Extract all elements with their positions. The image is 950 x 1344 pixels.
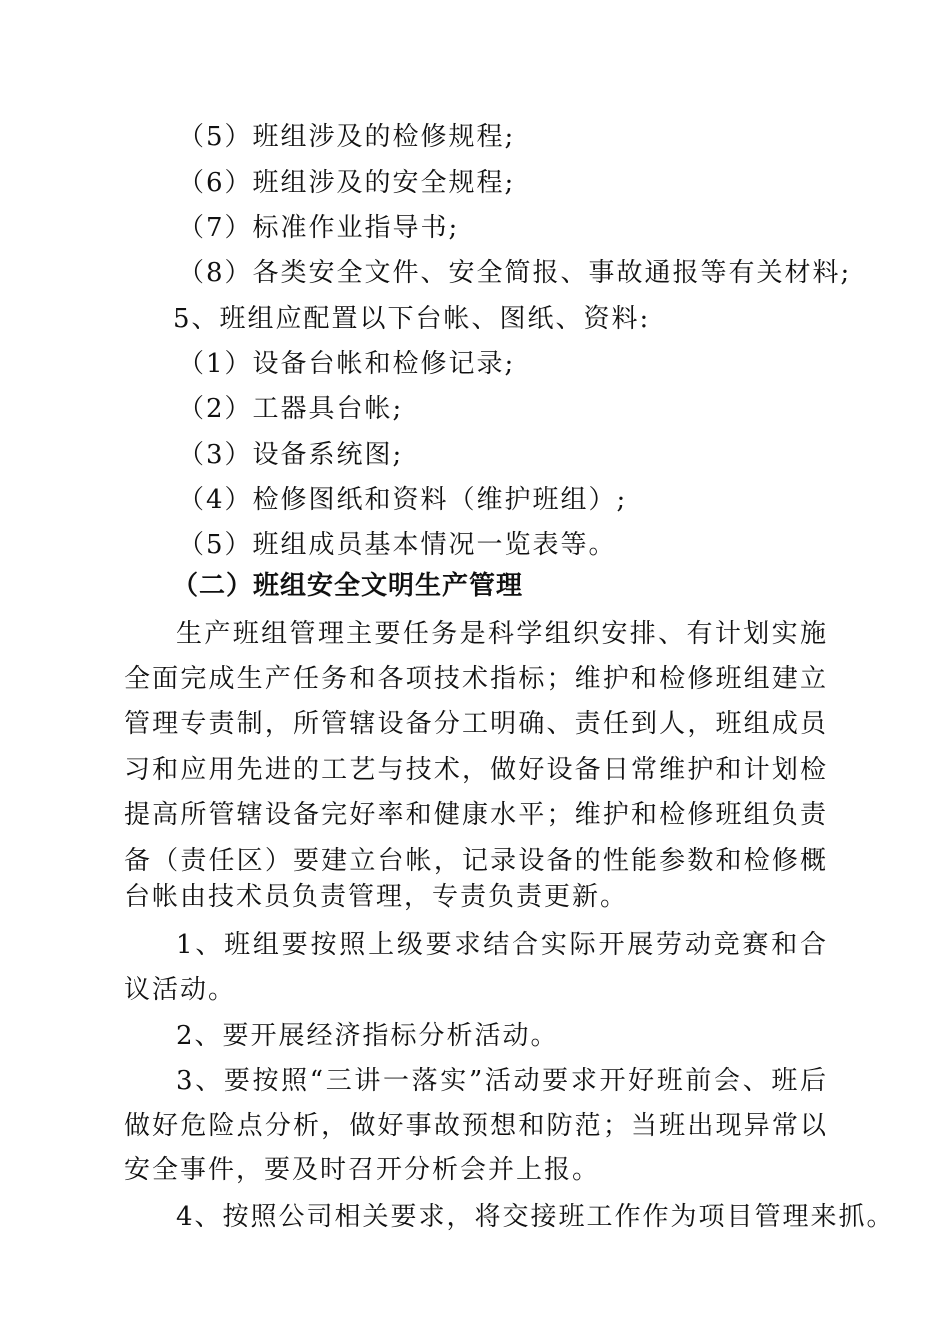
section-item-5-ledgers: 5、班组应配置以下台帐、图纸、资料: (173, 304, 651, 334)
list-item-5-member-overview: （5）班组成员基本情况一览表等。 (178, 530, 617, 560)
list-item-6-safety-rules: （6）班组涉及的安全规程; (178, 168, 516, 198)
list-item-2-tool-ledger: （2）工器具台帐; (178, 394, 404, 424)
paragraph-line: 管理专责制，所管辖设备分工明确、责任到人，班组成员 (124, 709, 828, 739)
numbered-item-3: 3、要按照“三讲一落实”活动要求开好班前会、班后 (176, 1066, 828, 1096)
numbered-item-2: 2、要开展经济指标分析活动。 (176, 1021, 559, 1051)
paragraph-line: 生产班组管理主要任务是科学组织安排、有计划实施 (176, 619, 828, 649)
list-item-3-system-diagram: （3）设备系统图; (178, 440, 404, 470)
section-heading: （二）班组安全文明生产管理 (172, 571, 524, 601)
numbered-item-4: 4、按照公司相关要求，将交接班工作作为项目管理来抓。 (176, 1202, 895, 1232)
numbered-item-1: 1、班组要按照上级要求结合实际开展劳动竞赛和合 (176, 930, 828, 960)
numbered-item-3-continuation: 安全事件，要及时召开分析会并上报。 (124, 1155, 601, 1185)
paragraph-line: 习和应用先进的工艺与技术，做好设备日常维护和计划检 (124, 755, 828, 785)
list-item-4-drawings: （4）检修图纸和资料（维护班组）; (178, 485, 628, 515)
list-item-8-safety-documents: （8）各类安全文件、安全简报、事故通报等有关材料; (178, 258, 852, 288)
numbered-item-1-continuation: 议活动。 (124, 975, 237, 1005)
paragraph-line: 台帐由技术员负责管理，专责负责更新。 (124, 882, 629, 912)
numbered-item-3-continuation: 做好危险点分析，做好事故预想和防范；当班出现异常以 (124, 1111, 828, 1141)
paragraph-line: 提高所管辖设备完好率和健康水平；维护和检修班组负责 (124, 800, 828, 830)
list-item-7-work-guide: （7）标准作业指导书; (178, 213, 460, 243)
list-item-5-maintenance-rules: （5）班组涉及的检修规程; (178, 122, 516, 152)
list-item-1-equipment-ledger: （1）设备台帐和检修记录; (178, 349, 516, 379)
paragraph-line: 全面完成生产任务和各项技术指标；维护和检修班组建立 (124, 664, 828, 694)
paragraph-line: 备（责任区）要建立台帐，记录设备的性能参数和检修概 (124, 846, 828, 876)
